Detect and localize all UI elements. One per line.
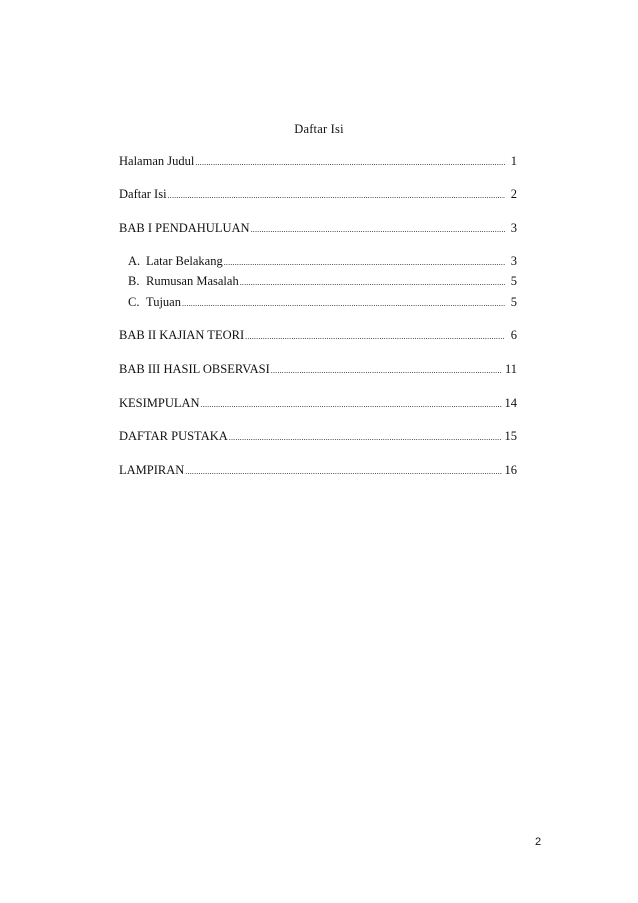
toc-entry-label: Halaman Judul xyxy=(119,154,195,168)
toc-entry-label: Daftar Isi xyxy=(119,187,167,201)
dot-leader xyxy=(182,296,505,312)
toc-entry-marker: C. xyxy=(128,295,140,309)
toc-entry-bab-2[interactable] xyxy=(119,327,517,345)
dot-leader xyxy=(224,255,505,271)
toc-entry-page: 6 xyxy=(510,328,517,342)
dot-leader xyxy=(240,275,505,291)
toc-entry-label: Tujuan xyxy=(146,295,181,309)
toc-entry-page: 2 xyxy=(510,187,517,201)
toc-entry-label: DAFTAR PUSTAKA xyxy=(119,429,228,443)
toc-entry-page: 14 xyxy=(504,396,517,410)
toc-entry-page: 1 xyxy=(510,154,517,168)
toc-entry-page: 11 xyxy=(504,362,517,376)
toc-entry-label: BAB III HASIL OBSERVASI xyxy=(119,362,270,376)
toc-entry-daftar-pustaka[interactable] xyxy=(119,428,517,446)
toc-entry-page: 15 xyxy=(504,429,517,443)
toc-entry-bab-1-b[interactable] xyxy=(128,273,517,291)
toc-entry-page: 5 xyxy=(510,274,517,288)
page-title: Daftar Isi xyxy=(294,122,344,136)
dot-leader xyxy=(245,329,505,345)
dot-leader xyxy=(271,363,502,379)
toc-entry-daftar-isi[interactable] xyxy=(119,186,517,204)
toc-entry-page: 5 xyxy=(510,295,517,309)
toc-entry-bab-1-a[interactable] xyxy=(128,253,517,271)
toc-entry-label: BAB II KAJIAN TEORI xyxy=(119,328,245,342)
dot-leader xyxy=(185,464,501,480)
toc-entry-label: KESIMPULAN xyxy=(119,396,200,410)
toc-entry-label: Latar Belakang xyxy=(146,254,223,268)
toc-entry-halaman-judul[interactable] xyxy=(119,153,517,171)
toc-entry-marker: B. xyxy=(128,274,140,288)
dot-leader xyxy=(201,397,502,413)
dot-leader xyxy=(229,430,502,446)
toc-entry-page: 3 xyxy=(510,221,517,235)
toc-entry-page: 3 xyxy=(510,254,517,268)
footer-page-number: 2 xyxy=(535,836,542,848)
dot-leader xyxy=(168,188,505,204)
dot-leader xyxy=(195,155,505,171)
toc-entry-bab-1-c[interactable] xyxy=(128,294,517,312)
toc-entry-bab-3[interactable] xyxy=(119,361,517,379)
toc-entry-page: 16 xyxy=(504,463,517,477)
toc-entry-label: Rumusan Masalah xyxy=(146,274,239,288)
toc-entry-label: LAMPIRAN xyxy=(119,463,185,477)
toc-entry-lampiran[interactable] xyxy=(119,462,517,480)
dot-leader xyxy=(251,222,505,238)
toc-entry-kesimpulan[interactable] xyxy=(119,395,517,413)
toc-entry-label: BAB I PENDAHULUAN xyxy=(119,221,250,235)
toc-entry-bab-1[interactable] xyxy=(119,220,517,238)
toc-entry-marker: A. xyxy=(128,254,141,268)
